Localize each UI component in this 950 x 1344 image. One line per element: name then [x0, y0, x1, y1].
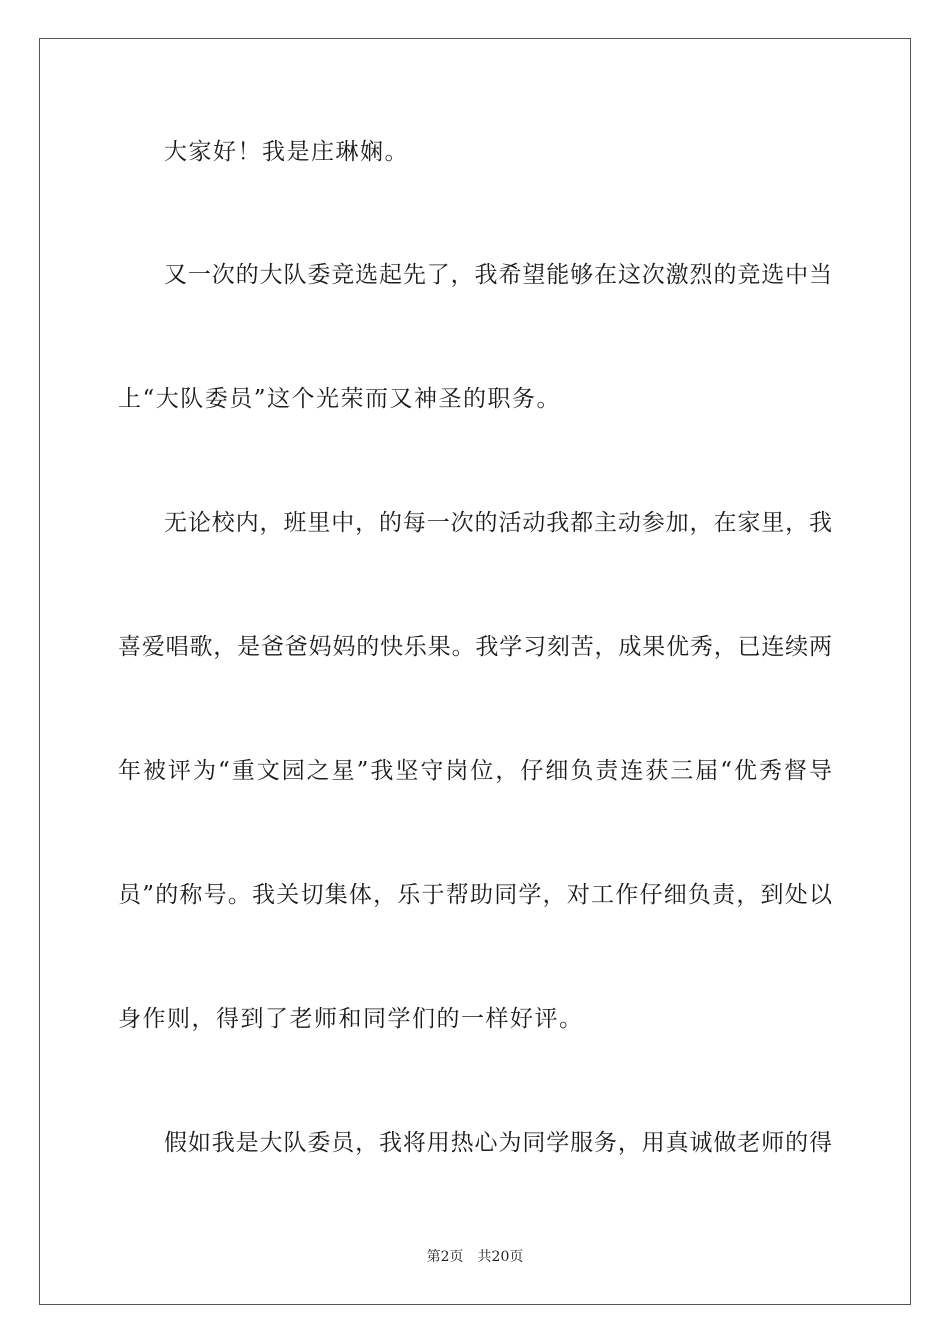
- paragraph-line: 喜爱唱歌，是爸爸妈妈的快乐果。我学习刻苦，成果优秀，已连续两: [118, 634, 832, 660]
- paragraph-line: 年被评为“重文园之星”我坚守岗位，仔细负责连获三届“优秀督导: [118, 758, 832, 784]
- paragraph-line: 又一次的大队委竞选起先了，我希望能够在这次激烈的竞选中当: [164, 262, 832, 288]
- page-footer: [0, 1248, 950, 1266]
- paragraph-line: 员”的称号。我关切集体，乐于帮助同学，对工作仔细负责，到处以: [118, 882, 832, 908]
- page-border: [39, 38, 911, 1305]
- paragraph-line: 大家好！我是庄琳娴。: [164, 139, 409, 165]
- paragraph-line: 上“大队委员”这个光荣而又神圣的职务。: [118, 386, 562, 412]
- page-number: 第2页: [426, 1249, 464, 1265]
- paragraph-line: 无论校内，班里中，的每一次的活动我都主动参加，在家里，我: [164, 510, 832, 536]
- paragraph-line: 假如我是大队委员，我将用热心为同学服务，用真诚做老师的得: [164, 1130, 832, 1156]
- paragraph-line: 身作则，得到了老师和同学们的一样好评。: [118, 1006, 584, 1032]
- page-total: 共20页: [477, 1249, 524, 1265]
